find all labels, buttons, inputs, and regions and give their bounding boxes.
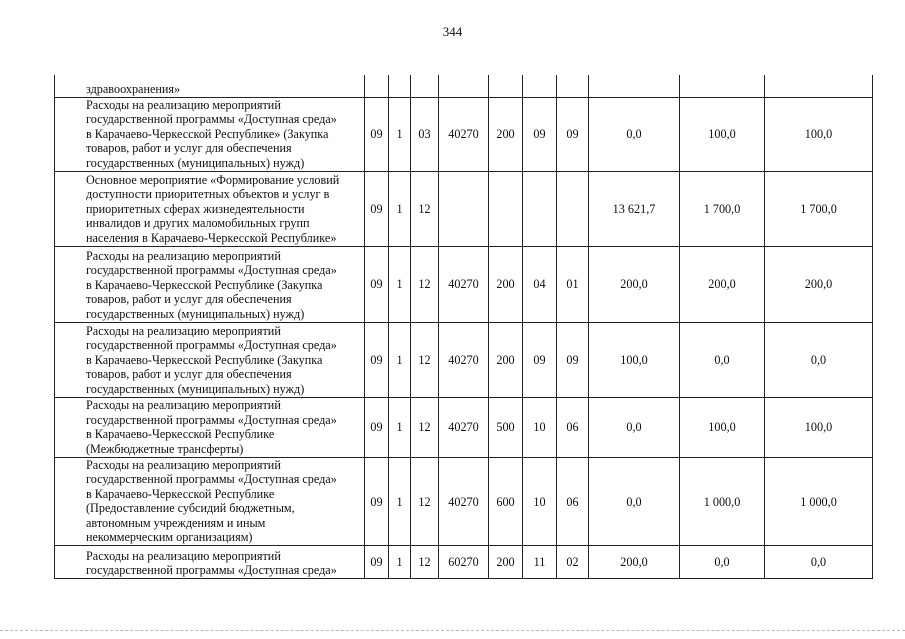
cell-code-3: 12 <box>411 458 439 546</box>
cell-amount-1 <box>589 75 680 98</box>
row-description: Расходы на реализацию мероприятий государственной программы «Доступная среда» в Карачаево-Черкесской Республике» (Закупка товаров, работ и услуг для обеспечения государственных (муниципальных) нужд) <box>55 98 365 172</box>
row-description: Расходы на реализацию мероприятий государственной программы «Доступная среда» в Карачаево-Черкесской Республике (Предоставление субсидий бюджетным, автономным учреждениям и иным некоммерческим организациям) <box>55 458 365 546</box>
table-row <box>55 247 873 323</box>
cell-amount-2: 1 700,0 <box>680 172 765 247</box>
cell-amount-3: 1 000,0 <box>765 458 873 546</box>
cell-amount-2 <box>680 75 765 98</box>
cell-code-2: 1 <box>389 323 411 398</box>
cell-code-4: 40270 <box>439 398 489 458</box>
cell-code-7 <box>557 172 589 247</box>
cell-amount-3: 1 700,0 <box>765 172 873 247</box>
cell-code-1: 09 <box>365 98 389 172</box>
cell-code-6 <box>523 172 557 247</box>
table-row <box>55 546 873 579</box>
table-row <box>55 323 873 398</box>
cell-code-7: 02 <box>557 546 589 579</box>
cell-code-7: 06 <box>557 458 589 546</box>
cell-code-6: 11 <box>523 546 557 579</box>
row-description: здравоохранения» <box>55 75 365 98</box>
cell-code-5 <box>489 75 523 98</box>
cell-amount-2: 0,0 <box>680 323 765 398</box>
cell-code-5: 200 <box>489 323 523 398</box>
cell-amount-3: 100,0 <box>765 98 873 172</box>
cell-code-2: 1 <box>389 98 411 172</box>
cell-code-6: 04 <box>523 247 557 323</box>
cell-amount-2: 1 000,0 <box>680 458 765 546</box>
row-description: Расходы на реализацию мероприятий государственной программы «Доступная среда» в Карачаево-Черкесской Республике (Межбюджетные трансферты) <box>55 398 365 458</box>
row-description: Расходы на реализацию мероприятий государственной программы «Доступная среда» в Карачаево-Черкесской Республике (Закупка товаров, работ и услуг для обеспечения государственных (муниципальных) нужд) <box>55 247 365 323</box>
table-row <box>55 75 873 98</box>
cell-amount-3 <box>765 75 873 98</box>
row-description: Расходы на реализацию мероприятий государственной программы «Доступная среда» в Карачаево-Черкесской Республике (Закупка товаров, работ и услуг для обеспечения государственных (муниципальных) нужд) <box>55 323 365 398</box>
cell-code-6: 09 <box>523 98 557 172</box>
table-row <box>55 172 873 247</box>
cell-code-1: 09 <box>365 458 389 546</box>
cell-code-3: 03 <box>411 98 439 172</box>
cell-amount-2: 100,0 <box>680 398 765 458</box>
cell-amount-1: 0,0 <box>589 458 680 546</box>
cell-code-5: 600 <box>489 458 523 546</box>
cell-amount-1: 0,0 <box>589 398 680 458</box>
cell-amount-1: 0,0 <box>589 98 680 172</box>
page-bottom-divider <box>0 630 905 631</box>
cell-code-3: 12 <box>411 247 439 323</box>
cell-code-1: 09 <box>365 247 389 323</box>
table-row <box>55 458 873 546</box>
cell-code-5: 200 <box>489 247 523 323</box>
cell-code-3: 12 <box>411 398 439 458</box>
table-row <box>55 98 873 172</box>
cell-amount-1: 13 621,7 <box>589 172 680 247</box>
cell-code-4: 60270 <box>439 546 489 579</box>
cell-amount-1: 200,0 <box>589 546 680 579</box>
row-description: Расходы на реализацию мероприятий государственной программы «Доступная среда» <box>55 546 365 579</box>
cell-code-2: 1 <box>389 458 411 546</box>
cell-amount-2: 100,0 <box>680 98 765 172</box>
cell-amount-3: 200,0 <box>765 247 873 323</box>
cell-code-1: 09 <box>365 546 389 579</box>
cell-code-6: 10 <box>523 458 557 546</box>
cell-code-4: 40270 <box>439 458 489 546</box>
cell-code-4: 40270 <box>439 98 489 172</box>
cell-code-7: 09 <box>557 323 589 398</box>
cell-code-5: 200 <box>489 98 523 172</box>
cell-code-4: 40270 <box>439 323 489 398</box>
cell-code-1 <box>365 75 389 98</box>
cell-code-7: 09 <box>557 98 589 172</box>
cell-code-4 <box>439 75 489 98</box>
row-description: Основное мероприятие «Формирование условий доступности приоритетных объектов и услуг в приоритетных сферах жизнедеятельности инвалидов и других маломобильных групп населения в Карачаево-Черкесской Республике» <box>55 172 365 247</box>
table-row <box>55 398 873 458</box>
cell-code-7 <box>557 75 589 98</box>
cell-code-3: 12 <box>411 546 439 579</box>
page-number: 344 <box>442 24 463 39</box>
cell-code-4 <box>439 172 489 247</box>
cell-code-2: 1 <box>389 398 411 458</box>
cell-amount-2: 0,0 <box>680 546 765 579</box>
cell-code-4: 40270 <box>439 247 489 323</box>
cell-code-7: 01 <box>557 247 589 323</box>
cell-code-2: 1 <box>389 172 411 247</box>
cell-code-1: 09 <box>365 323 389 398</box>
cell-code-3: 12 <box>411 172 439 247</box>
cell-code-1: 09 <box>365 398 389 458</box>
cell-code-5: 500 <box>489 398 523 458</box>
cell-amount-1: 100,0 <box>589 323 680 398</box>
cell-amount-2: 200,0 <box>680 247 765 323</box>
cell-code-3 <box>411 75 439 98</box>
cell-code-6: 09 <box>523 323 557 398</box>
cell-code-6: 10 <box>523 398 557 458</box>
cell-amount-1: 200,0 <box>589 247 680 323</box>
cell-amount-3: 0,0 <box>765 546 873 579</box>
cell-code-2 <box>389 75 411 98</box>
cell-amount-3: 100,0 <box>765 398 873 458</box>
cell-code-1: 09 <box>365 172 389 247</box>
cell-code-3: 12 <box>411 323 439 398</box>
cell-code-6 <box>523 75 557 98</box>
cell-amount-3: 0,0 <box>765 323 873 398</box>
cell-code-7: 06 <box>557 398 589 458</box>
budget-table <box>54 75 873 579</box>
cell-code-5 <box>489 172 523 247</box>
cell-code-5: 200 <box>489 546 523 579</box>
cell-code-2: 1 <box>389 247 411 323</box>
cell-code-2: 1 <box>389 546 411 579</box>
